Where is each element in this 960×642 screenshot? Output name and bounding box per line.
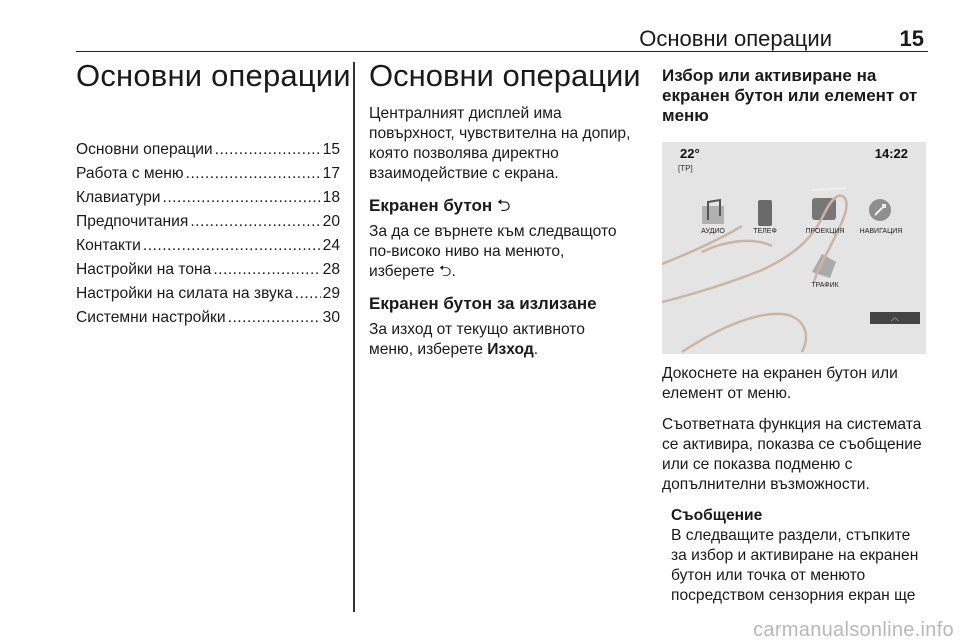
select-column	[662, 66, 927, 606]
toc-page: 29	[322, 285, 340, 302]
audio-app-icon	[702, 200, 724, 224]
app-label-phone[interactable]: ТЕЛЕФ	[753, 228, 777, 235]
toc-page: 28	[322, 261, 340, 278]
touchscreen-illustration	[662, 142, 926, 354]
chevron-up-button[interactable]: ︿	[870, 312, 920, 324]
toc-item[interactable]	[76, 258, 340, 282]
toc-item[interactable]	[76, 306, 340, 330]
toc-item[interactable]	[76, 162, 340, 186]
intro-paragraph: Централният дисплей има повърхност, чувствителна на допир, която позволява директно взаимодействие с екрана.	[369, 105, 631, 182]
chapter-title: Основни операции	[76, 58, 351, 93]
toc-page: 18	[322, 189, 340, 206]
toc-label: Контакти	[76, 237, 141, 254]
toc-page: 30	[322, 309, 340, 326]
toc-page: 20	[322, 213, 340, 230]
table-of-contents	[76, 138, 340, 330]
toc-item[interactable]	[76, 210, 340, 234]
back-icon: ⮌	[438, 263, 452, 280]
subheading-back: Екранен бутон ⮌	[369, 196, 511, 215]
toc-column	[76, 58, 351, 330]
page-number: 15	[899, 26, 924, 51]
app-label-projection[interactable]: ПРОЕКЦИЯ	[805, 228, 845, 235]
page-header	[76, 26, 928, 52]
toc-page: 15	[322, 141, 340, 158]
header-title: Основни операции	[639, 26, 832, 51]
toc-label: Настройки на тона	[76, 261, 212, 278]
navigation-app-icon	[869, 199, 891, 221]
app-label-audio[interactable]: АУДИО	[701, 228, 725, 235]
intro-column	[369, 58, 641, 371]
note-title: Съобщение	[671, 507, 763, 524]
toc-item[interactable]	[76, 234, 340, 258]
toc-label: Предпочитания	[76, 213, 189, 230]
watermark: carmanualsonline.info	[753, 619, 954, 641]
toc-page: 17	[322, 165, 340, 182]
toc-label: Основни операции	[76, 141, 213, 158]
toc-item[interactable]	[76, 138, 340, 162]
temperature-readout: 22°	[680, 146, 700, 161]
toc-label: Клавиатури	[76, 189, 161, 206]
subheading-exit: Екранен бутон за излизане	[369, 294, 597, 313]
activation-paragraph: Съответната функция на системата се активира, показва се съобщение или се показва подменю с допълнителни възможности.	[662, 416, 922, 493]
phone-app-icon	[758, 200, 772, 226]
back-icon: ⮌	[496, 196, 511, 215]
note-paragraph: В следващите раздели, стъпките за избор и активиране на екранен бутон или точка от менюто посредством сензорния екран ще	[671, 527, 919, 604]
back-paragraph: За да се върнете към следващото по-високо ниво на менюто, изберете ⮌.	[369, 223, 617, 280]
column-divider	[353, 62, 355, 612]
clock-readout: 14:22	[874, 146, 908, 161]
toc-label: Работа с меню	[76, 165, 184, 182]
app-label-traffic[interactable]: ТРАФИК	[811, 282, 839, 289]
app-label-navigation[interactable]: НАВИГАЦИЯ	[859, 228, 903, 235]
toc-label: Настройки на силата на звука	[76, 285, 293, 302]
toc-page: 24	[322, 237, 340, 254]
tp-indicator: [TP]	[678, 164, 693, 173]
exit-label: Изход	[487, 341, 534, 358]
toc-item[interactable]	[76, 282, 340, 306]
toc-label: Системни настройки	[76, 309, 226, 326]
exit-paragraph: За изход от текущо активното меню, изберете Изход.	[369, 321, 585, 358]
section-title: Основни операции	[369, 58, 641, 93]
touch-paragraph: Докоснете на екранен бутон или елемент от меню.	[662, 365, 898, 402]
select-heading: Избор или активиране на екранен бутон или елемент от меню	[662, 66, 918, 125]
toc-item[interactable]	[76, 186, 340, 210]
